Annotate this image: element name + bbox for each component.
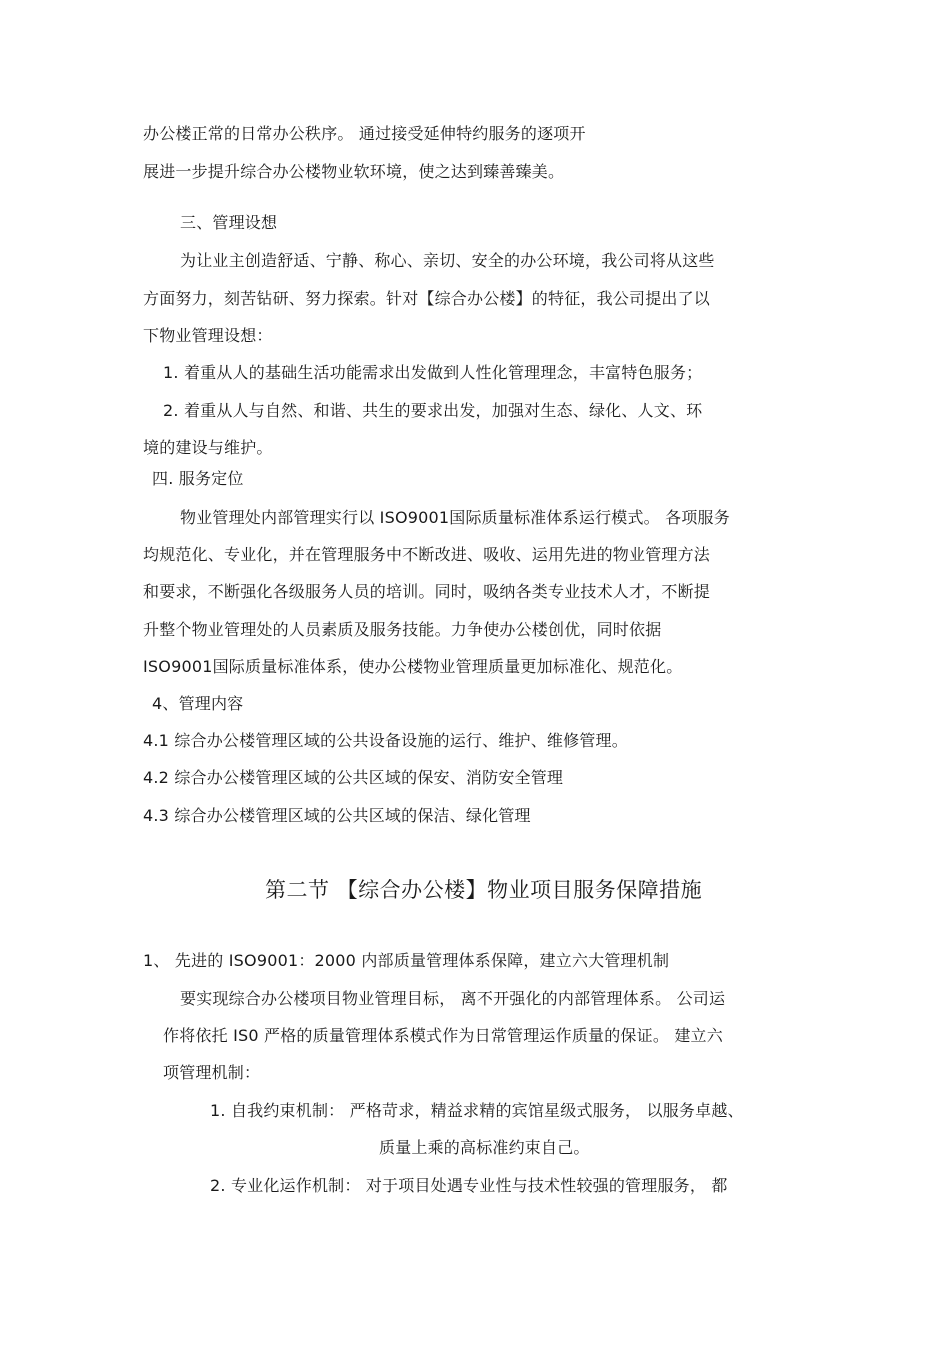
text-line: 项管理机制： xyxy=(163,1063,261,1082)
text-line: 下物业管理设想： xyxy=(143,326,273,345)
list-item: 4.3 综合办公楼管理区域的公共区域的保洁、绿化管理 xyxy=(143,806,531,825)
section-title: 四. 服务定位 xyxy=(152,469,244,488)
text-line: 质量上乘的高标准约束自己。 xyxy=(379,1138,590,1157)
text-line: 为让业主创造舒适、宁静、称心、亲切、安全的办公环境，我公司将从这些 xyxy=(180,251,715,270)
chapter-heading: 第二节 【综合办公楼】物业项目服务保障措施 xyxy=(265,878,703,902)
list-item: 1. 自我约束机制： 严格苛求，精益求精的宾馆星级式服务， 以服务卓越、 xyxy=(210,1101,744,1120)
list-item: 2. 着重从人与自然、和谐、共生的要求出发，加强对生态、绿化、人文、环 xyxy=(163,401,703,420)
list-item: 2. 专业化运作机制： 对于项目处遇专业性与技术性较强的管理服务， 都 xyxy=(210,1176,728,1195)
text-line: 方面努力，刻苦钻研、努力探索。针对【综合办公楼】的特征，我公司提出了以 xyxy=(143,289,711,308)
section-title: 4、管理内容 xyxy=(152,694,244,713)
text-line: 均规范化、专业化，并在管理服务中不断改进、吸收、运用先进的物业管理方法 xyxy=(143,545,711,564)
text-line: 物业管理处内部管理实行以 ISO9001国际质量标准体系运行模式。 各项服务 xyxy=(180,508,730,527)
text-line: 作将依托 IS0 严格的质量管理体系模式作为日常管理运作质量的保证。 建立六 xyxy=(163,1026,723,1045)
text-line: 升整个物业管理处的人员素质及服务技能。力争使办公楼创优，同时依据 xyxy=(143,620,662,639)
text-line: 展进一步提升综合办公楼物业软环境，使之达到臻善臻美。 xyxy=(143,162,565,181)
list-item: 1. 着重从人的基础生活功能需求出发做到人性化管理理念，丰富特色服务； xyxy=(163,363,703,382)
text-line: 要实现综合办公楼项目物业管理目标， 离不开强化的内部管理体系。 公司运 xyxy=(180,989,726,1008)
text-line: 办公楼正常的日常办公秩序。 通过接受延伸特约服务的逐项开 xyxy=(143,124,586,143)
text-line: ISO9001国际质量标准体系，使办公楼物业管理质量更加标准化、规范化。 xyxy=(143,657,683,676)
list-item: 4.1 综合办公楼管理区域的公共设备设施的运行、维护、维修管理。 xyxy=(143,731,628,750)
list-item: 1、 先进的 ISO9001：2000 内部质量管理体系保障，建立六大管理机制 xyxy=(143,951,670,970)
text-line: 境的建设与维护。 xyxy=(143,438,273,457)
section-title: 三、管理设想 xyxy=(180,213,278,232)
list-item: 4.2 综合办公楼管理区域的公共区域的保安、消防安全管理 xyxy=(143,768,564,787)
text-line: 和要求，不断强化各级服务人员的培训。同时，吸纳各类专业技术人才，不断提 xyxy=(143,582,711,601)
